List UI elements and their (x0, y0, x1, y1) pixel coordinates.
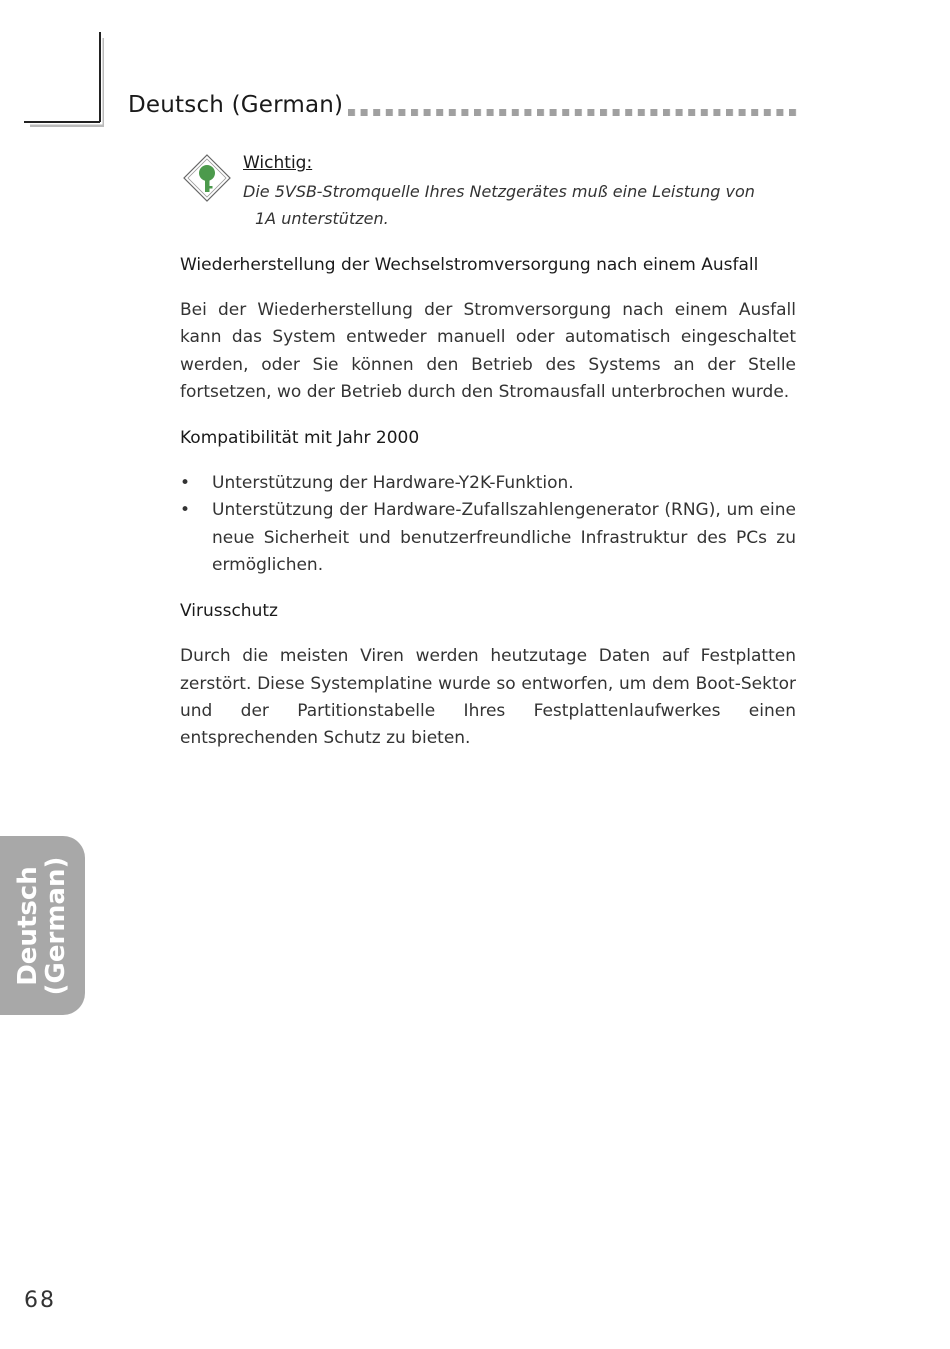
bullet-icon: • (180, 473, 191, 494)
title-dotted-rule (348, 108, 798, 118)
note-body-line-1: Die 5VSB-Stromquelle Ihres Netzgerätes muß eine Leistung von (243, 182, 755, 201)
side-tab-label (14, 857, 70, 996)
section-paragraph-virus-protection: Durch die meisten Viren werden heutzutage Daten auf Festplatten zerstört. Diese Systemplatine wurde so entworfen, um dem Boot-Sektor und der Partitionstabelle Ihres Festplattenlaufwerkes einen entsprechenden Schutz zu bieten. (180, 646, 796, 749)
list-item: • Unterstützung der Hardware-Y2K-Funktion. (180, 470, 796, 497)
main-content (180, 252, 796, 772)
important-note (243, 151, 796, 232)
list-item: • Unterstützung der Hardware-Zufallszahlengenerator (RNG), um eine neue Sicherheit und benutzerfreundliche Infrastruktur des PCs zu ermöglichen. (180, 497, 796, 579)
section-paragraph-power-recovery: Bei der Wiederherstellung der Stromversorgung nach einem Ausfall kann das System entweder manuell oder automatisch eingeschaltet werden, oder Sie können den Betrieb des Systems an der Stelle fortsetzen, wo der Betrieb durch den Stromausfall unterbrochen wurde. (180, 300, 796, 402)
corner-bracket-mark (24, 32, 104, 127)
side-tab-line-2: (German) (41, 856, 71, 996)
note-body-line-2: 1A unterstützen. (255, 209, 389, 228)
section-heading-y2k: Kompatibilität mit Jahr 2000 (180, 428, 420, 449)
note-body (243, 178, 796, 232)
page-number: 68 (24, 1288, 56, 1313)
language-side-tab (0, 836, 85, 1015)
bullet-icon: • (180, 500, 191, 521)
key-in-diamond-icon (182, 153, 232, 203)
side-tab-line-1: Deutsch (13, 866, 43, 986)
page-title: Deutsch (German) (128, 92, 344, 118)
section-heading-power-recovery: Wiederherstellung der Wechselstromversorgung nach einem Ausfall (180, 255, 759, 275)
note-heading: Wichtig: (243, 153, 313, 173)
section-heading-virus-protection: Virusschutz (180, 601, 278, 622)
y2k-bullet-list (180, 470, 796, 579)
